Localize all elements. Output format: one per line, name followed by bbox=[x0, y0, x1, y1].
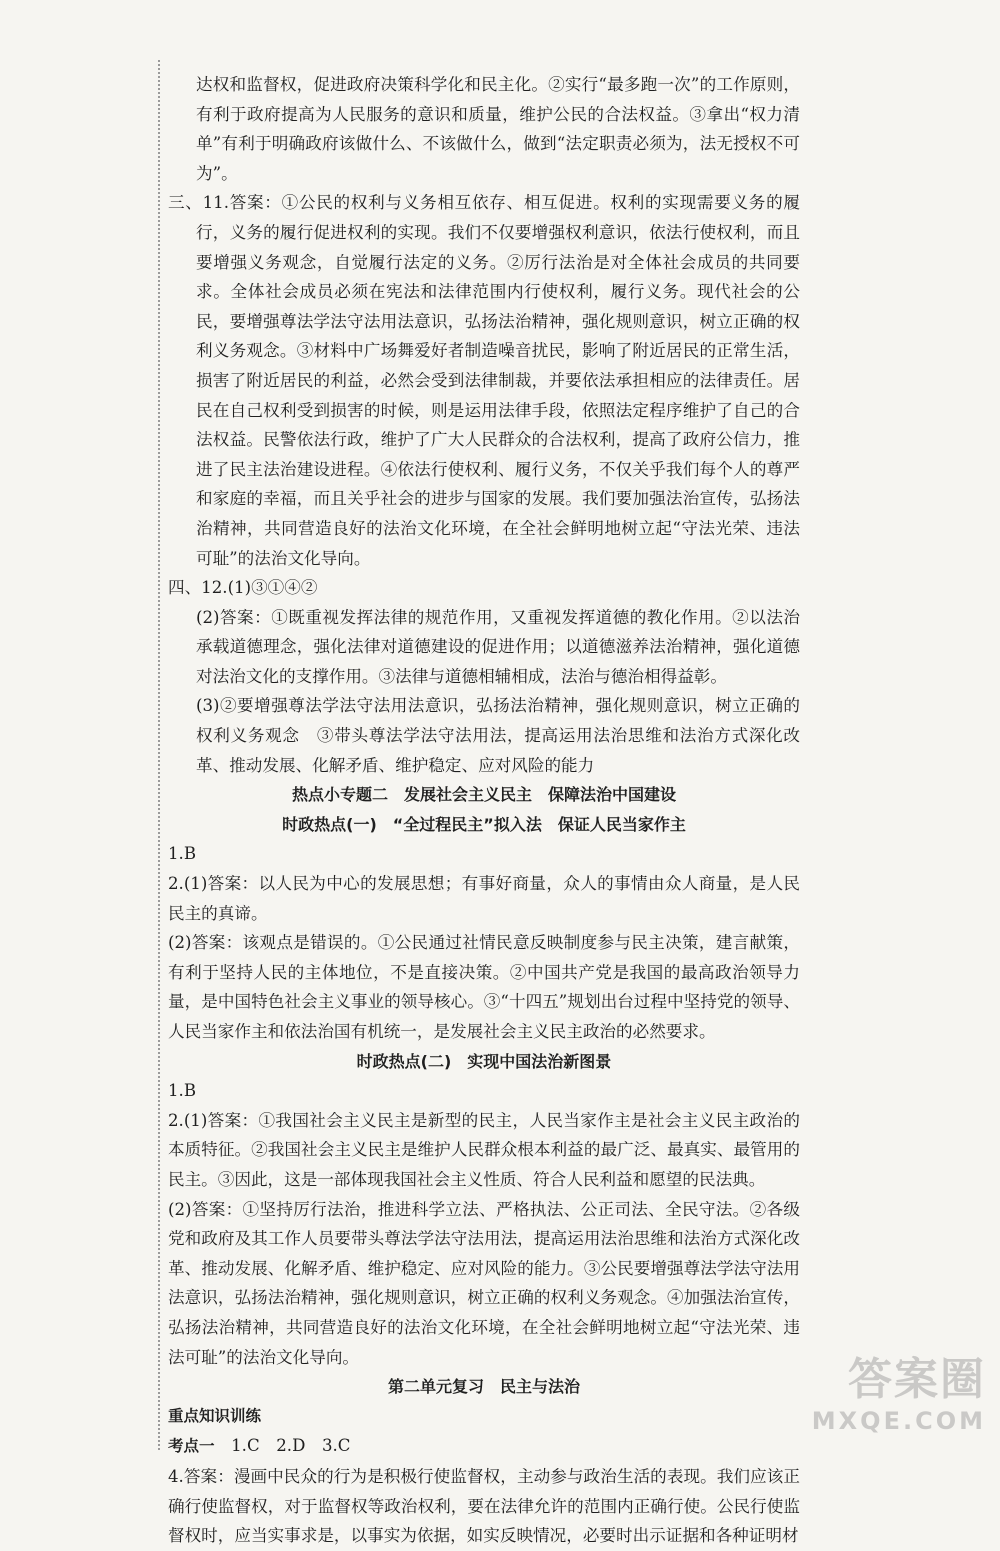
answer-paragraph: 1.B bbox=[168, 1081, 197, 1101]
watermark-url: MXQE.COM bbox=[811, 1407, 986, 1435]
answer-paragraph: 四、12.(1)③①④② bbox=[168, 578, 318, 598]
subsection-label: 重点知识训练 bbox=[168, 1406, 262, 1425]
answer-paragraph: 2.(1)答案：以人民为中心的发展思想；有事好商量，众人的事情由众人商量，是人民民主的真谛。 bbox=[168, 874, 800, 923]
answer-paragraph: (2)答案：①既重视发挥法律的规范作用，又重视发挥道德的教化作用。②以法治承载道德理念，强化法律对道德建设的促进作用；以道德滋养法治精神，强化道德对法治文化的支撑作用。③法律与道德相辅相成，法治与德治相得益彰。 bbox=[196, 607, 800, 686]
section-heading: 时政热点(二) 实现中国法治新图景 bbox=[356, 1051, 612, 1071]
section-heading: 时政热点(一) “全过程民主”拟入法 保证人民当家作主 bbox=[282, 814, 686, 834]
answer-paragraph: 1.B bbox=[168, 844, 197, 864]
site-watermark bbox=[786, 1353, 986, 1453]
topic-label: 考点一 bbox=[168, 1437, 215, 1456]
answer-paragraph: (2)答案：该观点是错误的。①公民通过社情民意反映制度参与民主决策，建言献策，有利于坚持人民的主体地位，不是直接决策。②中国共产党是我国的最高政治领导力量，是中国特色社会主义事业的领导核心。③“十四五”规划出台过程中坚持党的领导、人民当家作主和依法治国有机统一，是发展社会主义民主政治的必然要求。 bbox=[168, 933, 800, 1041]
answer-paragraph: 达权和监督权，促进政府决策科学化和民主化。②实行“最多跑一次”的工作原则，有利于政府提高为人民服务的意识和质量，维护公民的合法权益。③拿出“权力清单”有利于明确政府该做什么、不该做什么，做到“法定职责必须为，法无授权不可为”。 bbox=[196, 75, 800, 183]
answer-paragraph: 4.答案：漫画中民众的行为是积极行使监督权，主动参与政治生活的表现。我们应该正确行使监督权，对于监督权等政治权利，要在法律允许的范围内正确行使。公民行使监督权时，应当实事求是，以事实为依据，如实反映情况，必要时出示证据和各种证明材 bbox=[168, 1466, 800, 1546]
answer-paragraph bbox=[168, 1431, 800, 1462]
answer-paragraph: (3)②要增强尊法学法守法用法意识，弘扬法治精神，强化规则意识，树立正确的权利义务观念 ③带头尊法学法守法用法，提高运用法治思维和法治方式深化改革、推动发展、化解矛盾、维护稳定、应对风险的能力 bbox=[196, 696, 800, 775]
section-heading: 第二单元复习 民主与法治 bbox=[387, 1377, 580, 1397]
answer-content bbox=[168, 70, 800, 1551]
binding-margin-line bbox=[158, 60, 160, 1450]
answer-paragraph: 三、11.答案：①公民的权利与义务相互依存、相互促进。权利的实现需要义务的履行，义务的履行促进权利的实现。我们不仅要增强权利意识，依法行使权利，而且要增强义务观念，自觉履行法定的义务。②厉行法治是对全体社会成员的共同要求。全体社会成员必须在宪法和法律范围内行使权利，履行义务。现代社会的公民，要增强尊法学法守法用法意识，弘扬法治精神，强化规则意识，树立正确的权利义务观念。③材料中广场舞爱好者制造噪音扰民，影响了附近居民的正常生活，损害了附近居民的利益，必然会受到法律制裁，并要依法承担相应的法律责任。居民在自己权利受到损害的时候，则是运用法律手段，依照法定程序维护了自己的合法权益。民警依法行政，维护了广大人民群众的合法权利，提高了政府公信力，推进了民主法治建设进程。④依法行使权利、履行义务，不仅关乎我们每个人的尊严和家庭的幸福，而且关乎社会的进步与国家的发展。我们要加强法治宣传，弘扬法治精神，共同营造良好的法治文化环境，在全社会鲜明地树立起“守法光荣、违法可耻”的法治文化导向。 bbox=[168, 193, 800, 568]
answer-paragraph: 2.(1)答案：①我国社会主义民主是新型的民主，人民当家作主是社会主义民主政治的本质特征。②我国社会主义民主是维护人民群众根本利益的最广泛、最真实、最管用的民主。③因此，这是一部体现我国社会主义性质、符合人民利益和愿望的民法典。 bbox=[168, 1110, 800, 1189]
section-heading: 热点小专题二 发展社会主义民主 保障法治中国建设 bbox=[291, 785, 676, 805]
choice-answers: 1.C 2.D 3.C bbox=[231, 1436, 351, 1456]
answer-paragraph: (2)答案：①坚持厉行法治，推进科学立法、严格执法、公正司法、全民守法。②各级党和政府及其工作人员要带头尊法学法守法用法，提高运用法治思维和法治方式深化改革、推动发展、化解矛盾、维护稳定、应对风险的能力。③公民要增强尊法学法守法用法意识，弘扬法治精神，强化规则意识，树立正确的权利义务观念。④加强法治宣传，弘扬法治精神，共同营造良好的法治文化环境，在全社会鲜明地树立起“守法光荣、违法可耻”的法治文化导向。 bbox=[168, 1199, 800, 1367]
watermark-logo-text: 答案圈 bbox=[848, 1354, 986, 1405]
